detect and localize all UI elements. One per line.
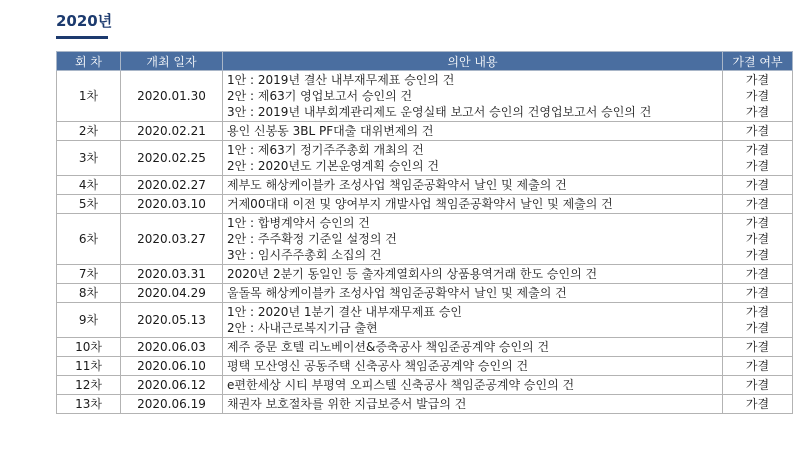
result-status: 가결 (745, 340, 770, 354)
agenda-item: 1안 : 2020년 1분기 결산 내부재무제표 승인 (227, 305, 463, 319)
date-cell: 2020.03.31 (121, 265, 223, 284)
agenda-item: 2안 : 2020년도 기본운영계획 승인의 건 (227, 159, 439, 173)
date-cell: 2020.05.13 (121, 303, 223, 338)
result-cell (723, 265, 793, 284)
result-status: 가결 (745, 216, 770, 230)
header-agenda: 의안 내용 (223, 52, 723, 71)
date-cell: 2020.06.12 (121, 376, 223, 395)
table-header-row (57, 52, 793, 71)
agenda-item: 2안 : 사내근로복지기금 출현 (227, 321, 378, 335)
round-cell: 6차 (57, 214, 121, 265)
agenda-cell (223, 284, 723, 303)
result-status: 가결 (745, 286, 770, 300)
result-cell (723, 357, 793, 376)
agenda-cell (223, 195, 723, 214)
table-row (57, 265, 793, 284)
result-cell (723, 303, 793, 338)
agenda-cell (223, 265, 723, 284)
agenda-item: 3안 : 임시주주총회 소집의 건 (227, 248, 382, 262)
agenda-item: 2안 : 제63기 영업보고서 승인의 건 (227, 89, 413, 103)
result-cell (723, 141, 793, 176)
agenda-item: 제부도 해상케이블카 조성사업 책임준공확약서 날인 및 제출의 건 (227, 178, 567, 192)
table-body (57, 71, 793, 414)
round-cell: 4차 (57, 176, 121, 195)
round-cell: 9차 (57, 303, 121, 338)
result-status: 가결 (745, 178, 770, 192)
result-cell (723, 122, 793, 141)
table-row (57, 176, 793, 195)
header-round: 회 차 (57, 52, 121, 71)
round-cell: 2차 (57, 122, 121, 141)
table-row (57, 71, 793, 122)
date-cell: 2020.02.21 (121, 122, 223, 141)
result-status: 가결 (745, 159, 770, 173)
agenda-item: 제주 중문 호텔 리노베이션&증축공사 책임준공계약 승인의 건 (227, 340, 550, 354)
agenda-cell (223, 395, 723, 414)
agenda-item: 1안 : 2019년 결산 내부재무제표 승인의 건 (227, 73, 455, 87)
result-status: 가결 (745, 197, 770, 211)
agenda-item: 2안 : 주주확정 기준일 설정의 건 (227, 232, 397, 246)
result-cell (723, 176, 793, 195)
agenda-cell (223, 303, 723, 338)
agenda-cell (223, 141, 723, 176)
agenda-cell (223, 214, 723, 265)
year-title: 2020년 (56, 12, 113, 30)
table-row (57, 195, 793, 214)
agenda-item: 1안 : 제63기 정기주주총회 개최의 건 (227, 143, 424, 157)
result-cell (723, 214, 793, 265)
result-cell (723, 284, 793, 303)
agenda-item: 1안 : 합병계약서 승인의 건 (227, 216, 370, 230)
round-cell: 1차 (57, 71, 121, 122)
header-date: 개최 일자 (121, 52, 223, 71)
date-cell: 2020.02.27 (121, 176, 223, 195)
date-cell: 2020.04.29 (121, 284, 223, 303)
round-cell: 11차 (57, 357, 121, 376)
year-title-underline (56, 36, 108, 39)
agenda-cell (223, 71, 723, 122)
result-status: 가결 (745, 232, 770, 246)
date-cell: 2020.06.10 (121, 357, 223, 376)
round-cell: 3차 (57, 141, 121, 176)
result-status: 가결 (745, 305, 770, 319)
result-cell (723, 376, 793, 395)
result-status: 가결 (745, 89, 770, 103)
round-cell: 12차 (57, 376, 121, 395)
table-row (57, 357, 793, 376)
result-status: 가결 (745, 248, 770, 262)
agenda-cell (223, 122, 723, 141)
table-row (57, 141, 793, 176)
header-result: 가결 여부 (723, 52, 793, 71)
result-status: 가결 (745, 143, 770, 157)
agenda-item: 용인 신봉동 3BL PF대출 대위변제의 건 (227, 124, 434, 138)
result-status: 가결 (745, 359, 770, 373)
result-cell (723, 195, 793, 214)
date-cell: 2020.06.19 (121, 395, 223, 414)
table-row (57, 122, 793, 141)
result-status: 가결 (745, 267, 770, 281)
agenda-cell (223, 338, 723, 357)
date-cell: 2020.01.30 (121, 71, 223, 122)
table-row (57, 214, 793, 265)
round-cell: 5차 (57, 195, 121, 214)
result-status: 가결 (745, 321, 770, 335)
result-cell (723, 71, 793, 122)
board-meeting-table (56, 51, 793, 414)
result-status: 가결 (745, 124, 770, 138)
round-cell: 8차 (57, 284, 121, 303)
agenda-item: 울돌목 해상케이블카 조성사업 책임준공확약서 날인 및 제출의 건 (227, 286, 567, 300)
agenda-item: 3안 : 2019년 내부회계관리제도 운영실태 보고서 승인의 건영업보고서 승인의 건 (227, 105, 652, 119)
round-cell: 13차 (57, 395, 121, 414)
table-row (57, 303, 793, 338)
agenda-item: 거제00대대 이전 및 양여부지 개발사업 책임준공확약서 날인 및 제출의 건 (227, 197, 613, 211)
agenda-cell (223, 176, 723, 195)
round-cell: 10차 (57, 338, 121, 357)
agenda-item: 채권자 보호절차를 위한 지급보증서 발급의 건 (227, 397, 467, 411)
result-cell (723, 338, 793, 357)
result-cell (723, 395, 793, 414)
result-status: 가결 (745, 105, 770, 119)
date-cell: 2020.02.25 (121, 141, 223, 176)
round-cell: 7차 (57, 265, 121, 284)
result-status: 가결 (745, 378, 770, 392)
result-status: 가결 (745, 73, 770, 87)
date-cell: 2020.06.03 (121, 338, 223, 357)
agenda-item: e편한세상 시티 부평역 오피스텔 신축공사 책임준공계약 승인의 건 (227, 378, 575, 392)
agenda-item: 평택 모산영신 공동주택 신축공사 책임준공계약 승인의 건 (227, 359, 529, 373)
agenda-cell (223, 376, 723, 395)
table-row (57, 284, 793, 303)
agenda-cell (223, 357, 723, 376)
table-row (57, 338, 793, 357)
agenda-item: 2020년 2분기 동일인 등 출자계열회사의 상품용역거래 한도 승인의 건 (227, 267, 598, 281)
date-cell: 2020.03.27 (121, 214, 223, 265)
table-row (57, 395, 793, 414)
table-row (57, 376, 793, 395)
date-cell: 2020.03.10 (121, 195, 223, 214)
result-status: 가결 (745, 397, 770, 411)
